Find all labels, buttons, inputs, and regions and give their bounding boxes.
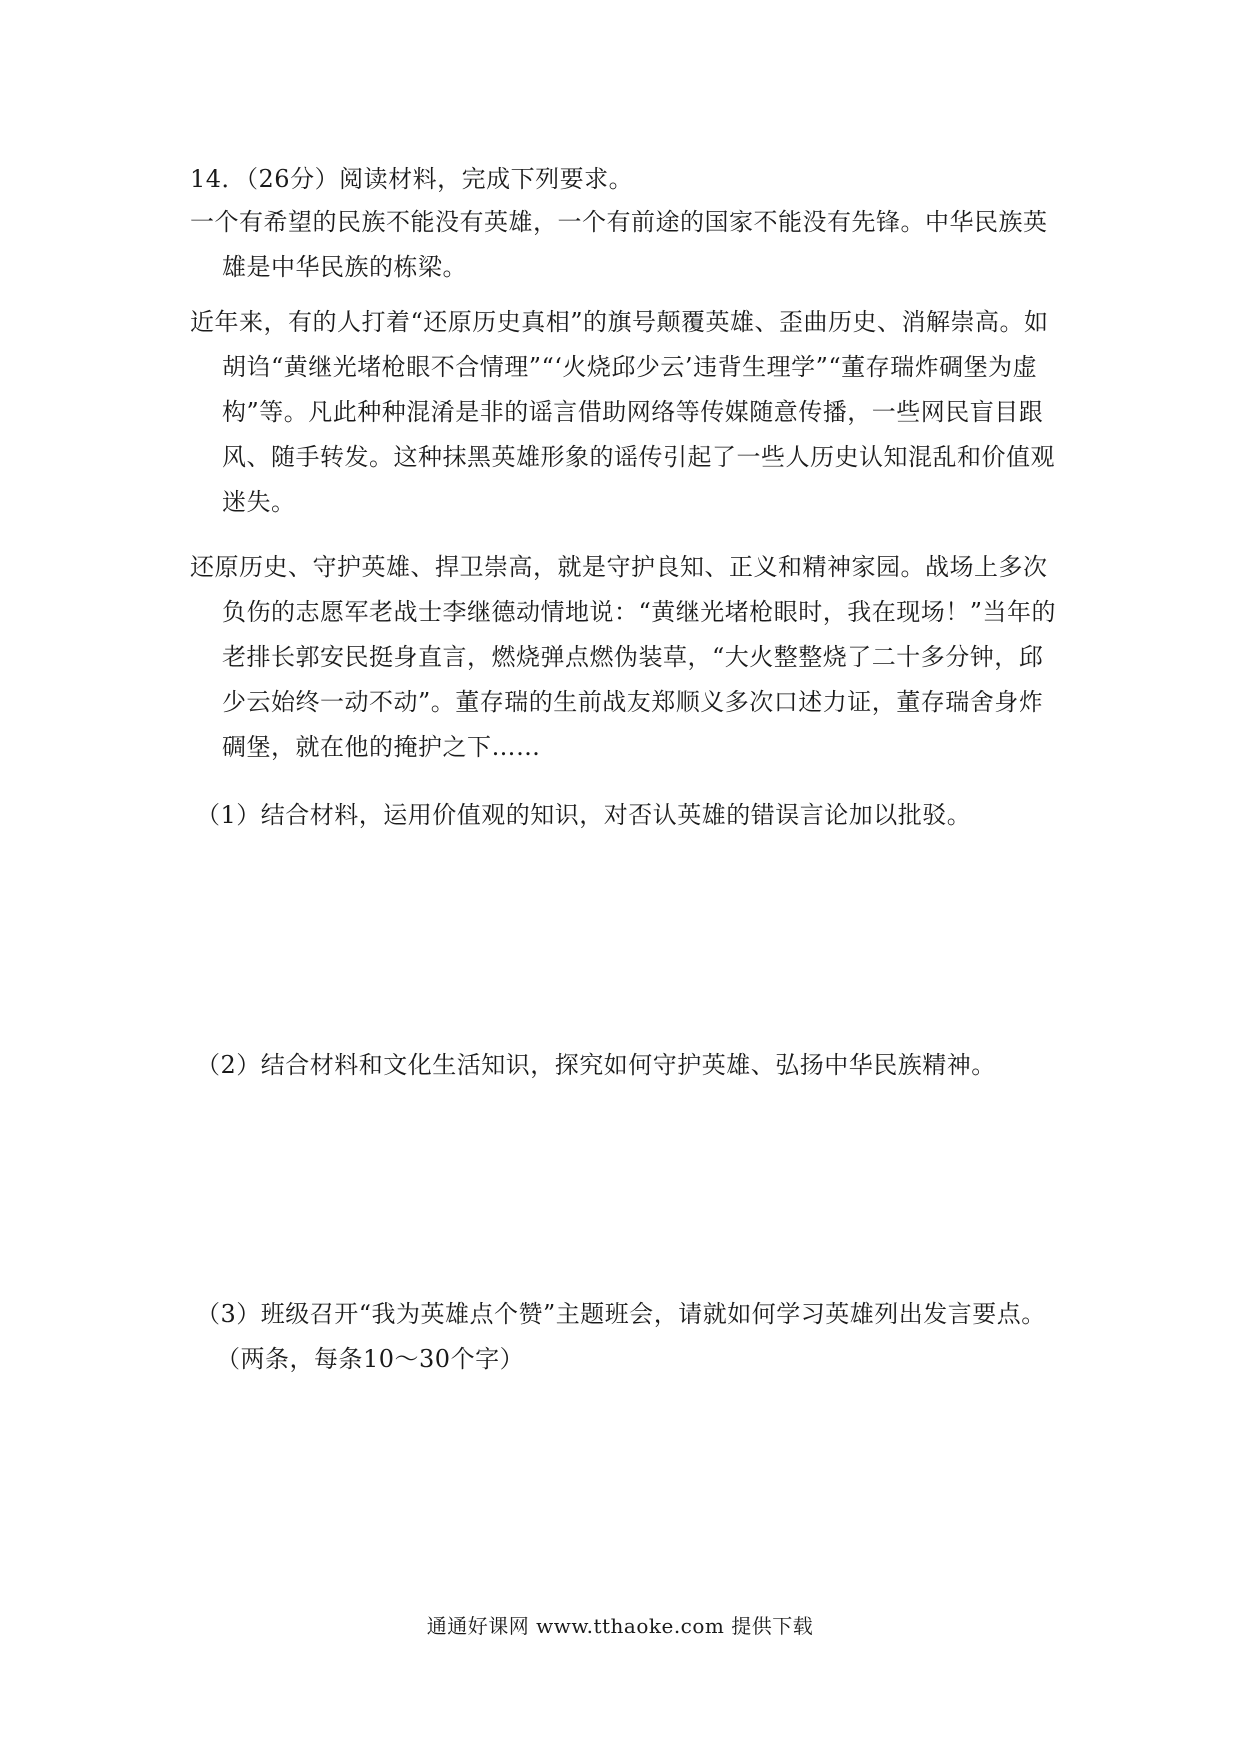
sub-question-note: （两条，每条10～30个字） <box>216 1345 525 1373</box>
sub-question-1 <box>196 793 1066 838</box>
sub-question-text: （2）结合材料和文化生活知识，探究如何守护英雄、弘扬中华民族精神。 <box>196 1051 996 1079</box>
material-paragraph-text: 一个有希望的民族不能没有英雄，一个有前途的国家不能没有先锋。中华民族英雄是中华民族的栋梁。 <box>190 208 1048 281</box>
material-paragraph-text: 还原历史、守护英雄、捍卫崇高，就是守护良知、正义和精神家园。战场上多次负伤的志愿军老战士李继德动情地说：“黄继光堵枪眼时，我在现场！”当年的老排长郭安民挺身直言，燃烧弹点燃伪装草，“大火整整烧了二十多分钟，邱少云始终一动不动”。董存瑞的生前战友郑顺义多次口述力证，董存瑞舍身炸碉堡，就在他的掩护之下…… <box>190 553 1057 761</box>
sub-question-2 <box>196 1043 1066 1088</box>
question-title <box>190 157 1060 202</box>
sub-question-text: （3）班级召开“我为英雄点个赞”主题班会，请就如何学习英雄列出发言要点。 <box>196 1300 1046 1328</box>
material-paragraph-1 <box>190 200 1060 290</box>
material-paragraph-text: 近年来，有的人打着“还原历史真相”的旗号颠覆英雄、歪曲历史、消解崇高。如胡诌“黄继光堵枪眼不合情理”“‘火烧邱少云’违背生理学”“董存瑞炸碉堡为虚构”等。凡此种种混淆是非的谣言借助网络等传媒随意传播，一些网民盲目跟风、随手转发。这种抹黑英雄形象的谣传引起了一些人历史认知混乱和价值观迷失。 <box>190 308 1055 516</box>
question-title-text: 14．（26分）阅读材料，完成下列要求。 <box>190 165 634 193</box>
footer-watermark: 通通好课网 www.tthaoke.com 提供下载 <box>426 1614 814 1638</box>
material-paragraph-3 <box>190 545 1060 770</box>
sub-question-text: （1）结合材料，运用价值观的知识，对否认英雄的错误言论加以批驳。 <box>196 801 972 829</box>
sub-question-3 <box>196 1292 1066 1382</box>
material-paragraph-2 <box>190 300 1060 525</box>
